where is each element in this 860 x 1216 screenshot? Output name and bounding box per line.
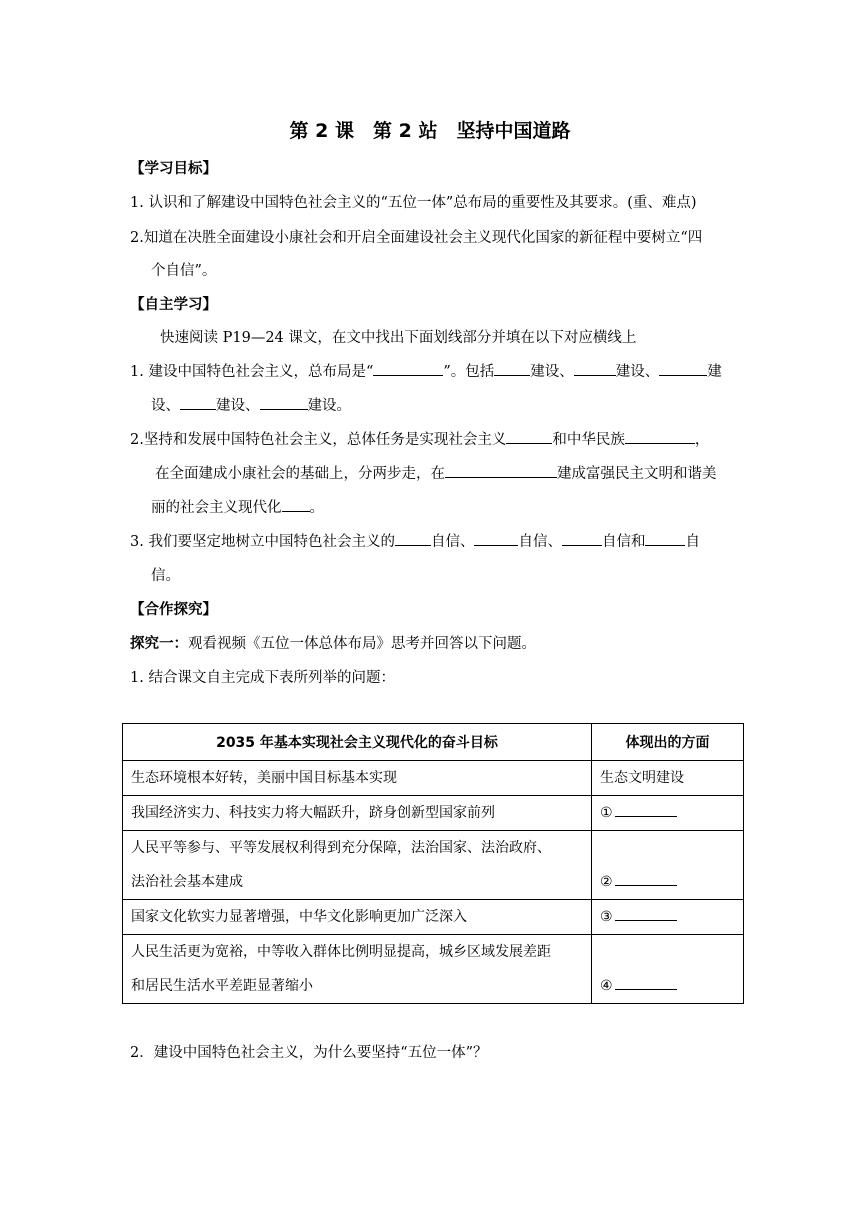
blank-line[interactable] [562, 531, 602, 546]
goals-heading: 【学习目标】 [130, 161, 217, 177]
table-row [123, 935, 744, 1004]
question-3-line2: 信。 [151, 568, 180, 584]
page-title: 第 2 课 第 2 站 坚持中国道路 [289, 120, 571, 142]
table-row [123, 761, 744, 796]
aspect-cell[interactable]: ④ [592, 935, 744, 1004]
explore-label: 探究一： [130, 636, 188, 652]
table-header-row [123, 724, 744, 761]
table-row [123, 831, 744, 900]
explore-one [130, 632, 536, 653]
blank-line[interactable] [645, 531, 685, 546]
goal-item-2-line2: 个自信”。 [151, 263, 217, 279]
goals-table [122, 723, 744, 1004]
goal-cell: 人民生活更为宽裕，中等收入群体比例明显提高，城乡区域发展差距 和居民生活水平差距显著缩小 [123, 935, 592, 1004]
explore-text: 观看视频《五位一体总体布局》思考并回答以下问题。 [188, 636, 536, 652]
blank-line[interactable] [494, 361, 530, 376]
column-header-goal: 2035 年基本实现社会主义现代化的奋斗目标 [123, 724, 592, 761]
table-row [123, 796, 744, 831]
blank-line[interactable] [659, 361, 707, 376]
blank-line[interactable] [282, 497, 310, 512]
blank-line[interactable] [373, 361, 443, 376]
self-study-heading: 【自主学习】 [130, 297, 217, 313]
blank-line[interactable] [445, 463, 557, 478]
column-header-aspect: 体现出的方面 [592, 724, 744, 761]
goal-cell: 国家文化软实力显著增强，中华文化影响更加广泛深入 [123, 900, 592, 935]
cooperation-heading: 【合作探究】 [130, 602, 217, 618]
goal-item-2-line1: 2.知道在决胜全面建设小康社会和开启全面建设社会主义现代化国家的新征程中要树立“四 [130, 230, 703, 246]
answer-blank[interactable] [615, 906, 677, 921]
table-row [123, 900, 744, 935]
goal-cell: 生态环境根本好转，美丽中国目标基本实现 [123, 761, 592, 796]
answer-blank[interactable] [615, 975, 677, 990]
blank-line[interactable] [260, 395, 308, 410]
goal-item-1: 1. 认识和了解建设中国特色社会主义的“五位一体”总布局的重要性及其要求。(重、难点) [130, 195, 697, 211]
question-2-line2: 在全面建成小康社会的基础上，分两步走，在 建成富强民主文明和谐美 [155, 462, 717, 483]
answer-blank[interactable] [615, 871, 677, 886]
question-1-line2: 设、 建设、 建设。 [151, 394, 351, 415]
blank-line[interactable] [625, 429, 695, 444]
blank-line[interactable] [474, 531, 518, 546]
aspect-cell[interactable]: ③ [592, 900, 744, 935]
answer-blank[interactable] [615, 802, 677, 817]
blank-line[interactable] [506, 429, 552, 444]
blank-line[interactable] [574, 361, 616, 376]
explore-question-1: 1. 结合课文自主完成下表所列举的问题： [130, 670, 395, 686]
blank-line[interactable] [395, 531, 431, 546]
goal-cell: 人民平等参与、平等发展权利得到充分保障，法治国家、法治政府、 法治社会基本建成 [123, 831, 592, 900]
self-study-intro: 快速阅读 P19—24 课文，在文中找出下面划线部分并填在以下对应横线上 [160, 330, 637, 346]
aspect-cell: 生态文明建设 [592, 761, 744, 796]
question-1-line1: 1. 建设中国特色社会主义，总布局是“ ”。包括 建设、 建设、 建 [130, 360, 722, 381]
question-2-line1: 2.坚持和发展中国特色社会主义，总体任务是实现社会主义 和中华民族 ， [130, 428, 709, 449]
question-3-line1: 3. 我们要坚定地树立中国特色社会主义的 自信、 自信、 自信和 自 [130, 530, 700, 551]
explore-question-2: 2．建设中国特色社会主义，为什么要坚持“五位一体”？ [130, 1045, 488, 1061]
question-2-line3: 丽的社会主义现代化 。 [151, 496, 324, 517]
blank-line[interactable] [180, 395, 216, 410]
goal-cell: 我国经济实力、科技实力将大幅跃升，跻身创新型国家前列 [123, 796, 592, 831]
aspect-cell[interactable]: ② [592, 831, 744, 900]
aspect-cell[interactable]: ① [592, 796, 744, 831]
